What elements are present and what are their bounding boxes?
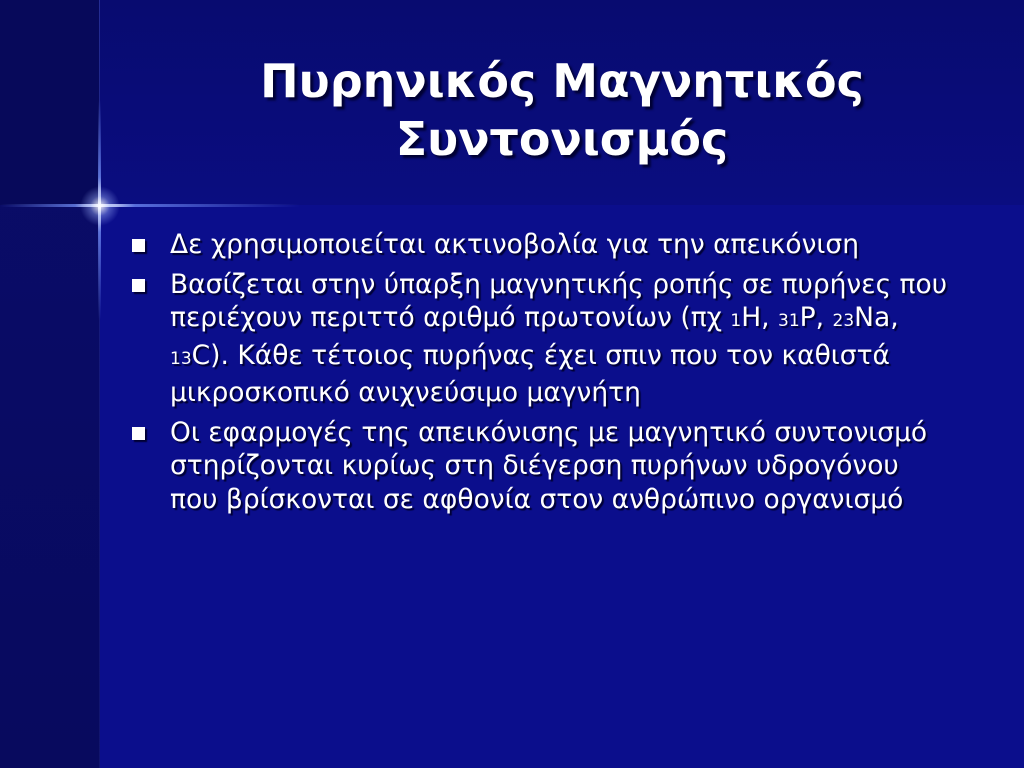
bullet-item-1 [132,228,952,262]
square-bullet-icon [132,239,145,252]
isotope-mass-c: 13 [170,348,192,369]
isotope-mass-h: 1 [730,311,742,331]
isotope-symbol-h: H [741,302,762,333]
isotope-mass-na: 23 [832,311,855,331]
slide-title-line-1: Πυρηνικός Μαγνητικός [260,54,864,108]
isotope-separator: , [761,302,779,333]
isotope-separator: , [890,302,899,333]
isotope-symbol-na: Na [854,302,891,333]
bullet-item-3 [132,416,952,517]
slide-title [100,52,1024,168]
slide-title-line-2: Συντονισμός [395,112,729,166]
light-flare-horizontal [0,204,300,207]
bullet-list [132,228,952,522]
isotope-symbol-c: C [191,339,211,371]
bullet-text: Οι εφαρμογές της απεικόνισης με μαγνητικό συντονισμό στηρίζονται κυρίως στη διέγερση πυρήνων υδρογόνου που βρίσκονται σε αφθονία στον ανθρώπινο οργανισμό [170,416,928,515]
isotope-symbol-p: P [799,302,816,333]
bullet-text-after: ). Κάθε τέτοιος πυρήνας έχει σπιν που τον καθιστά μικροσκοπικό ανιχνεύσιμο μαγνήτη [170,339,890,408]
isotope-separator: , [815,302,833,333]
bullet-text-before: Βασίζεται στην ύπαρξη μαγνητικής ροπής σε πυρήνες που περιέχουν περιττό αριθμό πρωτονίων (πχ [170,268,948,333]
bullet-text: Δε χρησιμοποιείται ακτινοβολία για την απεικόνιση [170,229,859,260]
square-bullet-icon [132,427,145,440]
corner-decor [0,0,100,205]
bullet-item-2 [132,268,952,410]
square-bullet-icon [132,279,145,292]
light-flare-glow [80,186,120,226]
isotope-mass-p: 31 [778,311,800,331]
